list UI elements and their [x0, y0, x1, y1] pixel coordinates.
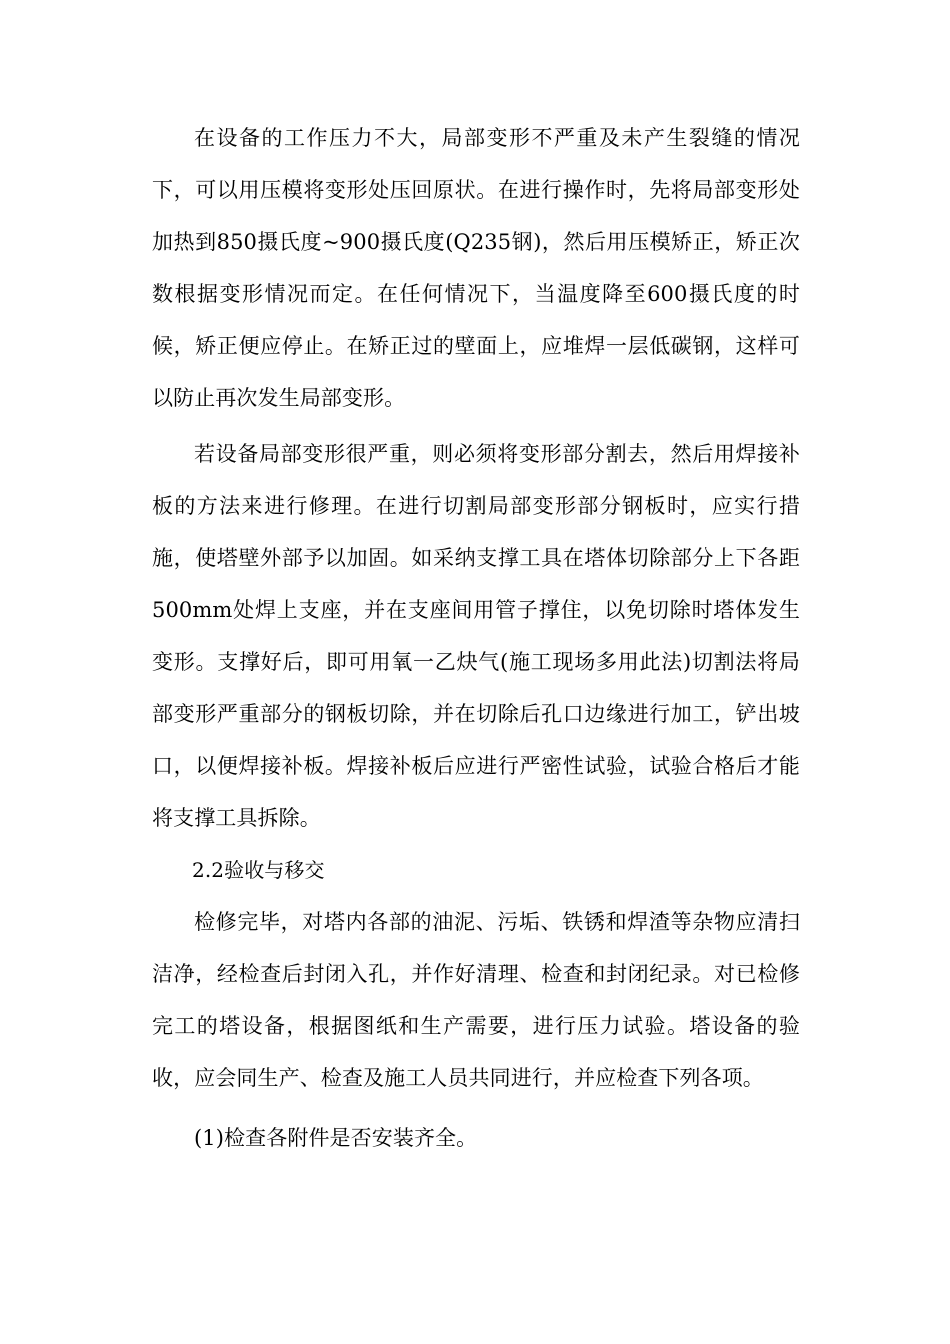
- section-heading: 2.2验收与移交: [192, 858, 325, 882]
- list-item: (1)检查各附件是否安装齐全。: [194, 1126, 478, 1150]
- paragraph-local-deformation-repair: 在设备的工作压力不大，局部变形不严重及未产生裂缝的情况下，可以用压模将变形处压回原状。在进行操作时，先将局部变形处加热到850摄氏度~900摄氏度(Q235钢)，然后用压模矫正，矫正次数根据变形情况而定。在任何情况下，当温度降至600摄氏度的时候，矫正便应停止。在矫正过的壁面上，应堆焊一层低碳钢，这样可以防止再次发生局部变形。: [152, 126, 800, 410]
- document-body: [152, 112, 800, 1164]
- paragraph-acceptance-handover: 检修完毕，对塔内各部的油泥、污垢、铁锈和焊渣等杂物应清扫洁净，经检查后封闭入孔，并作好清理、检查和封闭纪录。对已检修完工的塔设备，根据图纸和生产需要，进行压力试验。塔设备的验收，应会同生产、检查及施工人员共同进行，并应检查下列各项。: [152, 910, 800, 1090]
- paragraph-severe-deformation-repair: 若设备局部变形很严重，则必须将变形部分割去，然后用焊接补板的方法来进行修理。在进行切割局部变形部分钢板时，应实行措施，使塔壁外部予以加固。如采纳支撑工具在塔体切除部分上下各距500mm处焊上支座，并在支座间用管子撑住，以免切除时塔体发生变形。支撑好后，即可用氧一乙炔气(施工现场多用此法)切割法将局部变形严重部分的钢板切除，并在切除后孔口边缘进行加工，铲出坡口，以便焊接补板。焊接补板后应进行严密性试验，试验合格后才能将支撑工具拆除。: [152, 442, 800, 830]
